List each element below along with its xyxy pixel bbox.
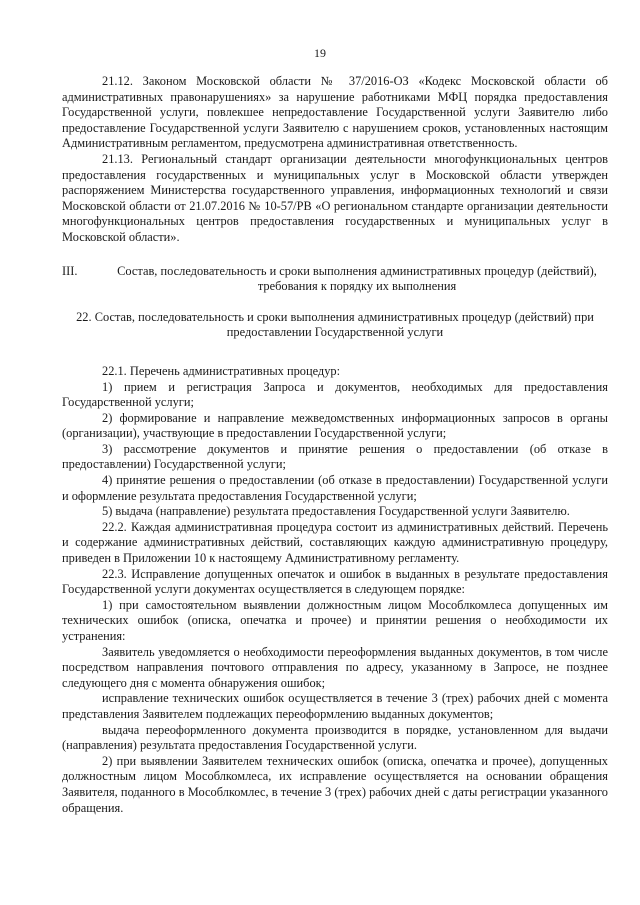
section-3-title: Состав, последовательность и сроки выполнения административных процедур (действий), требования к порядку их выполнения bbox=[117, 263, 597, 294]
paragraph-22-1: 22.1. Перечень административных процедур: bbox=[102, 363, 341, 378]
paragraph-22-3: 22.3. Исправление допущенных опечаток и ошибок в выданных в результате предоставления Государственной услуги документах осуществляется в следующем порядке: bbox=[62, 566, 608, 597]
paragraph-21-13: 21.13. Региональный стандарт организации деятельности многофункциональных центров предоставления государственных и муниципальных услуг в Московской области утвержден распоряжением Министерства государственного управления, информационных технологий и связи Московской области от 21.07.2016 № 10-57/РВ «О региональном стандарте организации деятельности многофункциональных центров предоставления государственных и муниципальных услуг в Московской области». bbox=[62, 151, 608, 244]
procedure-item-3: 3) рассмотрение документов и принятие решения о предоставлении (об отказе в предоставлении) Государственной услуги; bbox=[62, 441, 608, 472]
section-22-heading: 22. Состав, последовательность и сроки выполнения административных процедур (действий) при предоставлении Государственной услуги bbox=[76, 309, 594, 340]
procedure-item-5: 5) выдача (направление) результата предоставления Государственной услуги Заявителю. bbox=[102, 504, 570, 519]
paragraph-22-3-item-2: 2) при выявлении Заявителем технических ошибок (описка, опечатка и прочее), допущенных должностным лицом Мособлкомлеса, их исправление осуществляется на основании обращения Заявителя, поданного в Мособлкомлес, в течение 3 (трех) рабочих дней с даты регистрации указанного обращения. bbox=[62, 753, 608, 815]
procedure-item-2: 2) формирование и направление межведомственных информационных запросов в органы (организации), участвующие в предоставлении Государственной услуги; bbox=[62, 410, 608, 441]
section-3-number: III. bbox=[62, 263, 78, 278]
paragraph-22-2: 22.2. Каждая административная процедура состоит из административных действий. Перечень и содержание административных действий, составляющих каждую административную процедуру, приведен в Приложении 10 к настоящему Административному регламенту. bbox=[62, 519, 608, 566]
procedure-item-4: 4) принятие решения о предоставлении (об отказе в предоставлении) Государственной услуги и оформление результата предоставления Государственной услуги; bbox=[62, 473, 608, 503]
procedure-item-1: 1) прием и регистрация Запроса и документов, необходимых для предоставления Государственной услуги; bbox=[62, 379, 608, 410]
paragraph-22-3-item-1: 1) при самостоятельном выявлении должностным лицом Мособлкомлеса допущенных им технических ошибок (описка, опечатка и прочее) и принятии решения о необходимости их устранения: bbox=[62, 597, 608, 643]
page-number: 19 bbox=[314, 46, 326, 60]
paragraph-fix: исправление технических ошибок осуществляется в течение 3 (трех) рабочих дней с момента представления Заявителем подлежащих переоформлению выданных документов; bbox=[62, 691, 608, 721]
paragraph-notify: Заявитель уведомляется о необходимости переоформления выданных документов, в том числе посредством направления почтового отправления по адресу, указанному в Запросе, не позднее следующего дня с момента обнаружения ошибок; bbox=[62, 644, 608, 690]
paragraph-issue: выдача переоформленного документа производится в порядке, установленном для выдачи (направления) результата предоставления Государственной услуги. bbox=[62, 722, 608, 753]
paragraph-21-12: 21.12. Законом Московской области № 37/2016-ОЗ «Кодекс Московской области об административных правонарушениях» за нарушение работниками МФЦ порядка предоставления Государственной услуги, повлекшее непредоставление Государственной услуги Заявителю либо предоставление Государственной услуги Заявителю с нарушением сроков, установленных настоящим Административным регламентом, предусмотрена административная ответственность. bbox=[62, 74, 608, 151]
section-3-heading bbox=[62, 264, 608, 295]
page-content bbox=[62, 74, 608, 816]
